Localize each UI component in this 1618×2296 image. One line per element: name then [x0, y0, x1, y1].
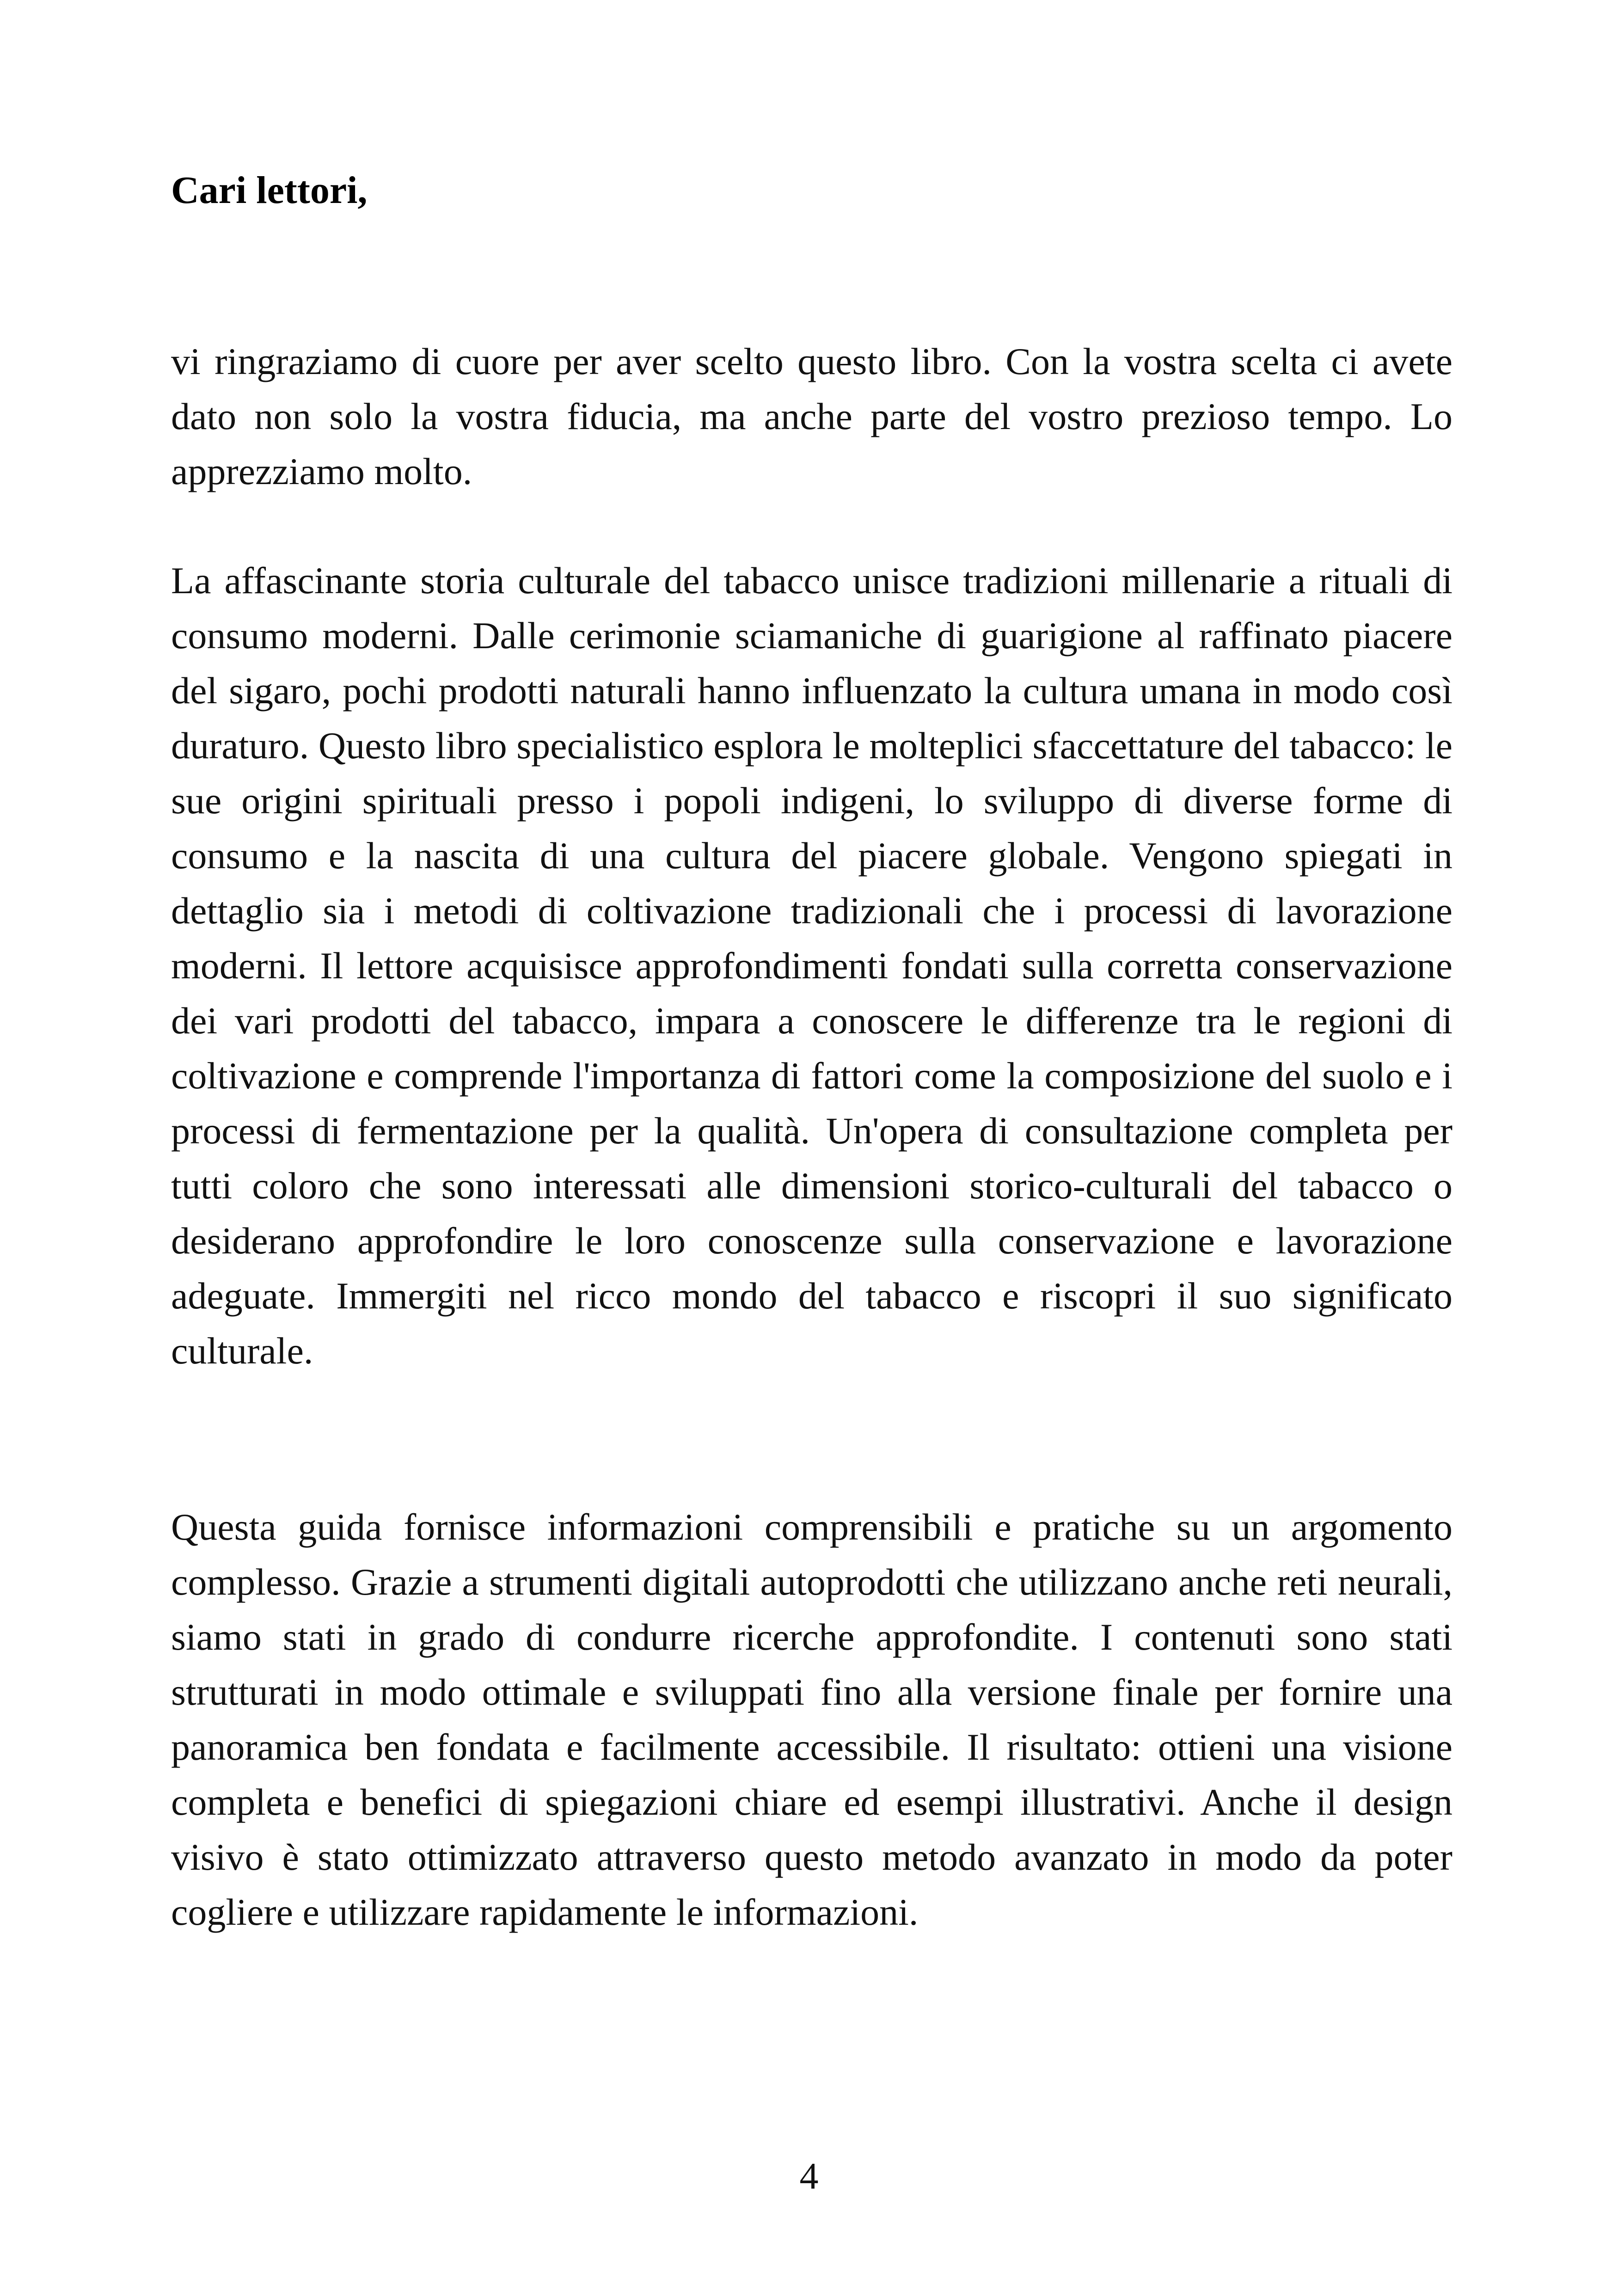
- page-number: 4: [799, 2155, 819, 2197]
- paragraph-tobacco-history: La affascinante storia culturale del tabacco unisce tradizioni millenarie a rituali di consumo moderni. Dalle cerimonie sciamaniche di guarigione al raffinato piacere del sigaro, pochi prodotti naturali hanno influenzato la cultura umana in modo così duraturo. Questo libro specialistico esplora le molteplici sfaccettature del tabacco: le sue origini spirituali presso i popoli indigeni, lo sviluppo di diverse forme di consumo e la nascita di una cultura del piacere globale. Vengono spiegati in dettaglio sia i metodi di coltivazione tradizionali che i processi di lavorazione moderni. Il lettore acquisisce approfondimenti fondati sulla corretta conservazione dei vari prodotti del tabacco, impara a conoscere le differenze tra le regioni di coltivazione e comprende l'importanza di fattori come la composizione del suolo e i processi di fermentazione per la qualità. Un'opera di consultazione completa per tutti coloro che sono interessati alle dimensioni storico-culturali del tabacco o desiderano approfondire le loro conoscenze sulla conservazione e lavorazione adeguate. Immergiti nel ricco mondo del tabacco e riscopri il suo significato culturale.: [171, 559, 1453, 1372]
- salutation-heading: Cari lettori,: [171, 169, 368, 212]
- paragraph-guide-method: Questa guida fornisce informazioni comprensibili e pratiche su un argomento complesso. Grazie a strumenti digitali autoprodotti che utilizzano anche reti neurali, siamo stati in grado di condurre ricerche approfondite. I contenuti sono stati strutturati in modo ottimale e sviluppati fino alla versione finale per fornire una panoramica ben fondata e facilmente accessibile. Il risultato: ottieni una visione completa e benefici di spiegazioni chiare ed esempi illustrativi. Anche il design visivo è stato ottimizzato attraverso questo metodo avanzato in modo da poter cogliere e utilizzare rapidamente le informazioni.: [171, 1506, 1453, 1933]
- paragraph-thanks: vi ringraziamo di cuore per aver scelto questo libro. Con la vostra scelta ci avete dato non solo la vostra fiducia, ma anche parte del vostro prezioso tempo. Lo apprezziamo molto.: [171, 340, 1453, 492]
